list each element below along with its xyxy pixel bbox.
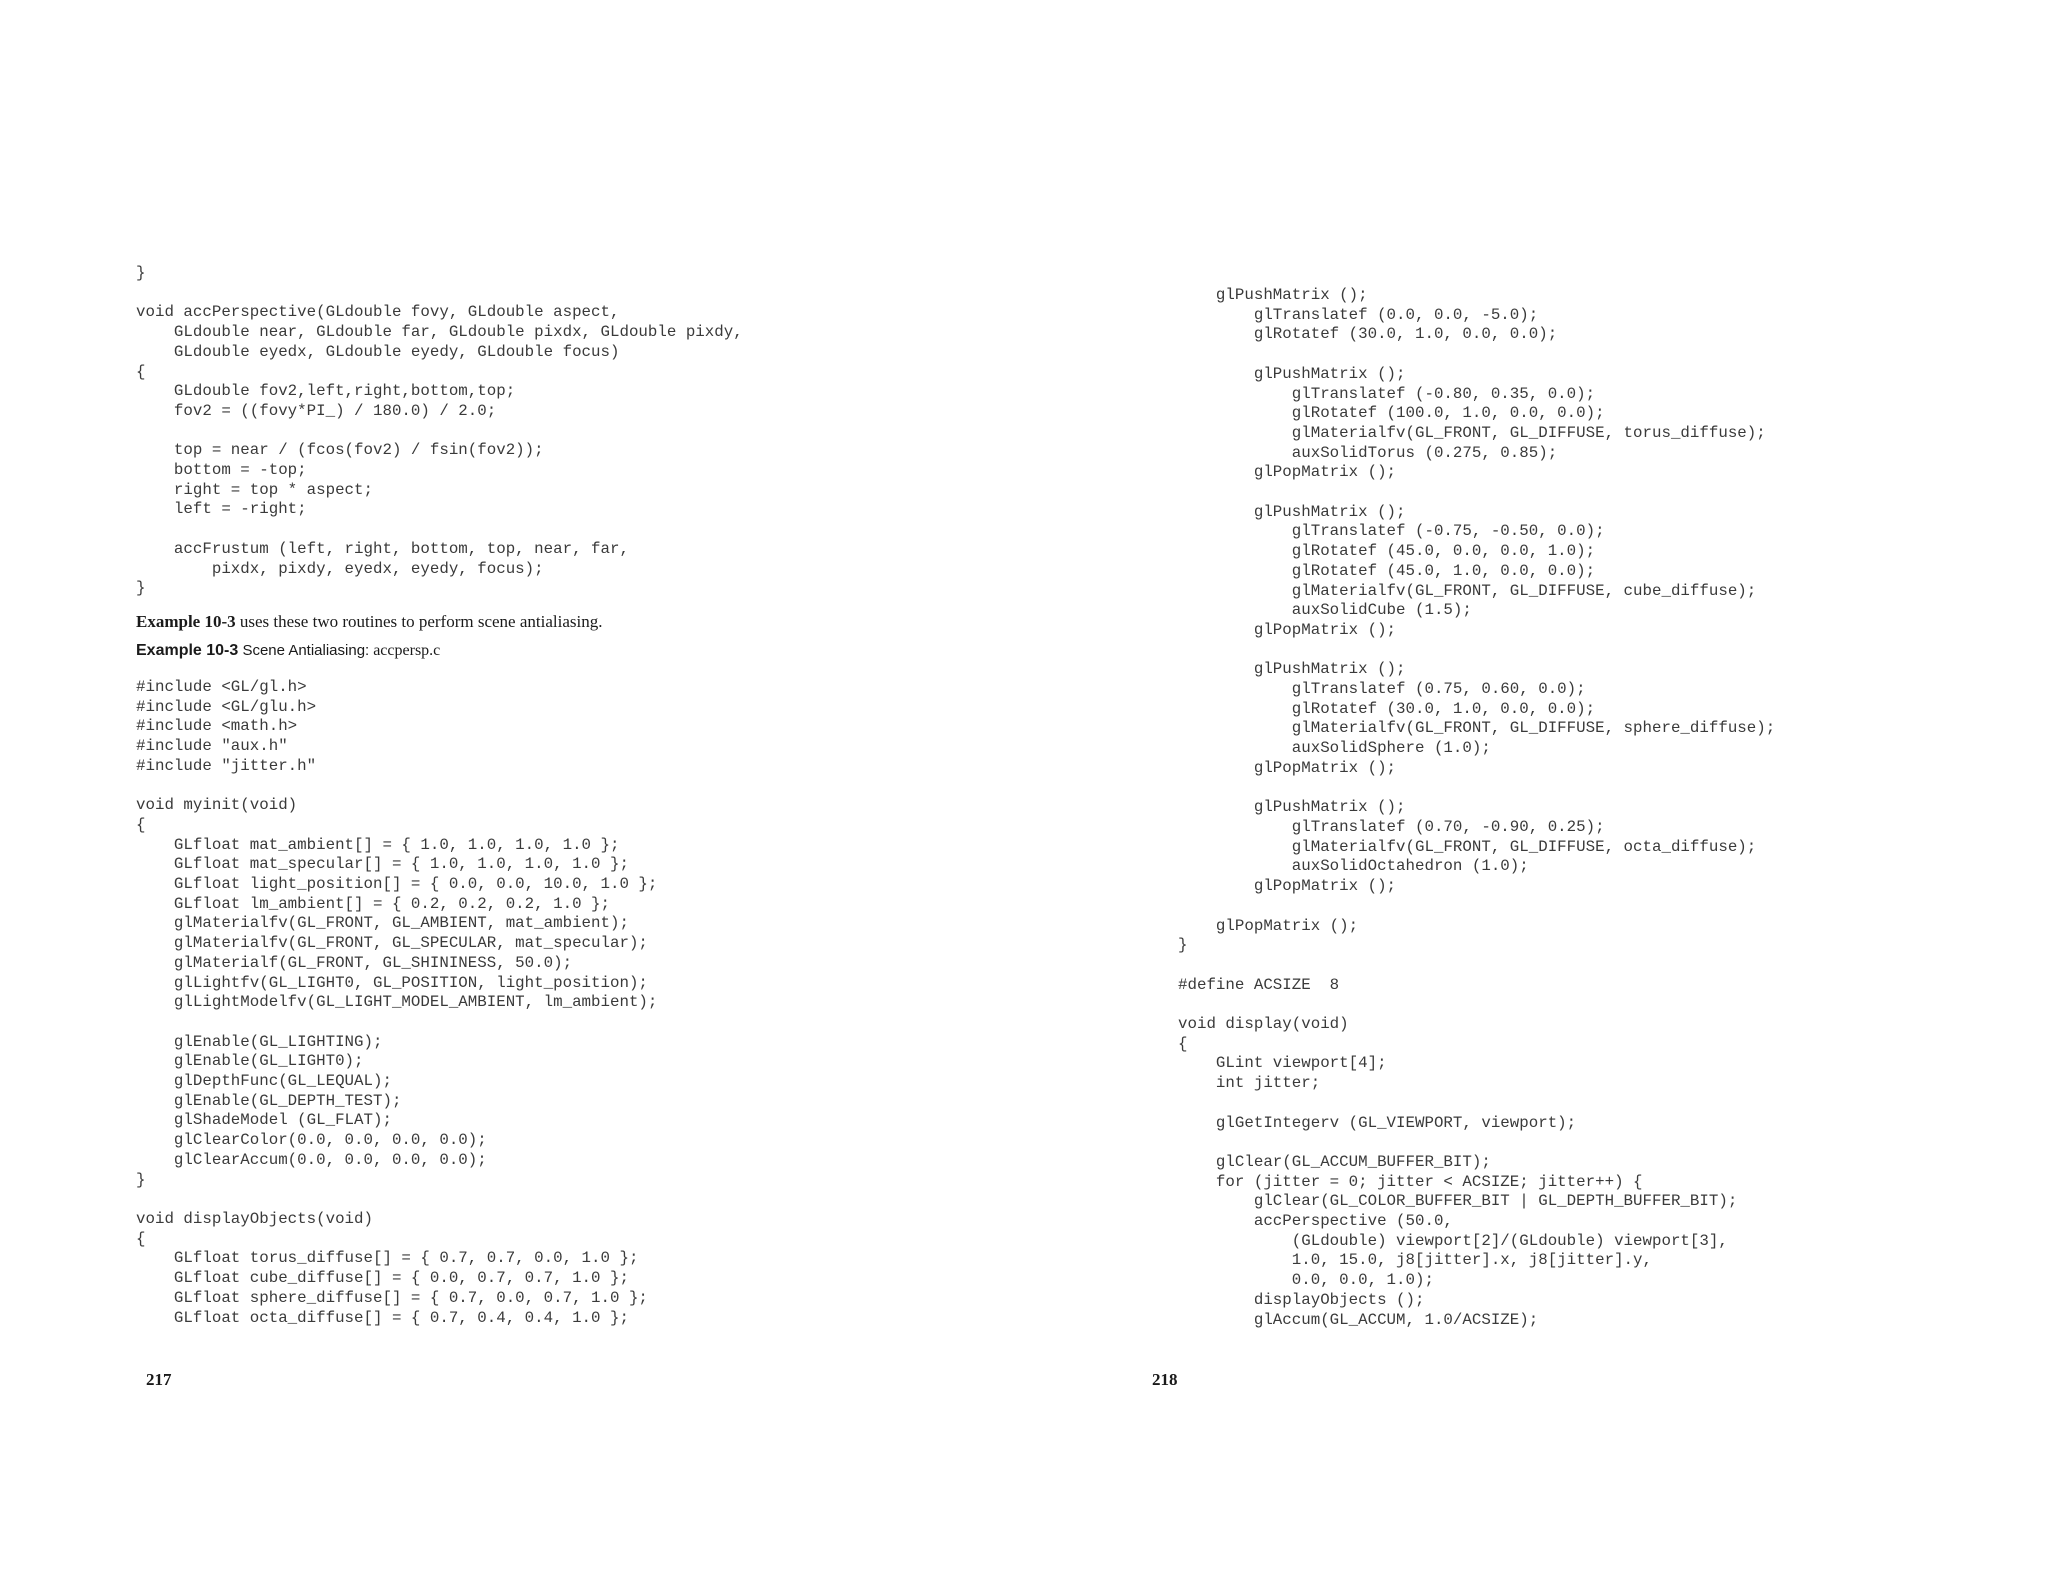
code-block-display-objects: glPushMatrix (); glTranslatef (0.0, 0.0, -5.0); glRotatef (30.0, 1.0, 0.0, 0.0); glPushMatrix (); glTranslatef (-0.80, 0.35, 0.0); glRotatef (100.0, 1.0, 0.0, 0.0); glMaterialfv(GL_FRONT, GL_DIFFUSE, torus_diffuse); auxSolidTorus (0.275, 0.85); glPopMatrix (); glPushMatrix (); glTranslatef (-0.75, -0.50, 0.0); glRotatef (45.0, 0.0, 0.0, 1.0); glRotatef (45.0, 1.0, 0.0, 0.0); glMaterialfv(GL_FRONT, GL_DIFFUSE, cube_diffuse); auxSolidCube (1.5); glPopMatrix (); glPushMatrix (); glTranslatef (0.75, 0.60, 0.0); glRotatef (30.0, 1.0, 0.0, 0.0); glMaterialfv(GL_FRONT, GL_DIFFUSE, sphere_diffuse); auxSolidSphere (1.0); glPopMatrix (); glPushMatrix (); glTranslatef (0.70, -0.90, 0.25); glMaterialfv(GL_FRONT, GL_DIFFUSE, octa_diffuse); auxSolidOctahedron (1.0); glPopMatrix (); glPopMatrix (); } #define ACSIZE 8 void display(void) { GLint viewport[4]; int jitter; glGetIntegerv (GL_VIEWPORT, viewport); glClear(GL_ACCUM_BUFFER_BIT); for (jitter = 0; jitter < ACSIZE; jitter++) { glClear(GL_COLOR_BUFFER_BIT | GL_DEPTH_BUFFER_BIT); accPerspective (50.0, (GLdouble) viewport[2]/(GLdouble) viewport[3], 1.0, 15.0, j8[jitter].x, j8[jitter].y, 0.0, 0.0, 1.0); displayObjects (); glAccum(GL_ACCUM, 1.0/ACSIZE); [1178, 286, 1776, 1329]
example-caption-title: Scene Antialiasing: [238, 642, 370, 659]
page-number-right: 218 [1152, 1370, 1178, 1389]
code-block-accpersp-source: #include <GL/gl.h> #include <GL/glu.h> #include <math.h> #include "aux.h" #include "jitter.h" void myinit(void) { GLfloat mat_ambient[] = { 1.0, 1.0, 1.0, 1.0 }; GLfloat mat_specular[] = { 1.0, 1.0, 1.0, 1.0 }; GLfloat light_position[] = { 0.0, 0.0, 10.0, 1.0 }; GLfloat lm_ambient[] = { 0.2, 0.2, 0.2, 1.0 }; glMaterialfv(GL_FRONT, GL_AMBIENT, mat_ambient); glMaterialfv(GL_FRONT, GL_SPECULAR, mat_specular); glMaterialf(GL_FRONT, GL_SHININESS, 50.0); glLightfv(GL_LIGHT0, GL_POSITION, light_position); glLightModelfv(GL_LIGHT_MODEL_AMBIENT, lm_ambient); glEnable(GL_LIGHTING); glEnable(GL_LIGHT0); glDepthFunc(GL_LEQUAL); glEnable(GL_DEPTH_TEST); glShadeModel (GL_FLAT); glClearColor(0.0, 0.0, 0.0, 0.0); glClearAccum(0.0, 0.0, 0.0, 0.0); } void displayObjects(void) { GLfloat torus_diffuse[] = { 0.7, 0.7, 0.0, 1.0 }; GLfloat cube_diffuse[] = { 0.0, 0.7, 0.7, 1.0 }; GLfloat sphere_diffuse[] = { 0.7, 0.0, 0.7, 1.0 }; GLfloat octa_diffuse[] = { 0.7, 0.4, 0.4, 1.0 }; [136, 678, 658, 1327]
code-block-acc-perspective: } void accPerspective(GLdouble fovy, GLdouble aspect, GLdouble near, GLdouble far, GLdouble pixdx, GLdouble pixdy, GLdouble eyedx, GLdouble eyedy, GLdouble focus) { GLdouble fov2,left,right,bottom,top; fov2 = ((fovy*PI_) / 180.0) / 2.0; top = near / (fcos(fov2) / fsin(fov2)); bottom = -top; right = top * aspect; left = -right; accFrustum (left, right, bottom, top, near, far, pixdx, pixdy, eyedx, eyedy, focus); } [136, 264, 743, 598]
page-number-left: 217 [146, 1370, 172, 1389]
example-caption-label: Example 10-3 [136, 642, 239, 659]
example-reference: Example 10-3 [136, 612, 236, 631]
right-page [1024, 0, 2048, 1582]
body-paragraph [136, 612, 602, 632]
example-caption-filename: accpersp.c [369, 642, 441, 659]
body-paragraph-text: uses these two routines to perform scene antialiasing. [235, 612, 603, 631]
example-caption [136, 641, 440, 661]
